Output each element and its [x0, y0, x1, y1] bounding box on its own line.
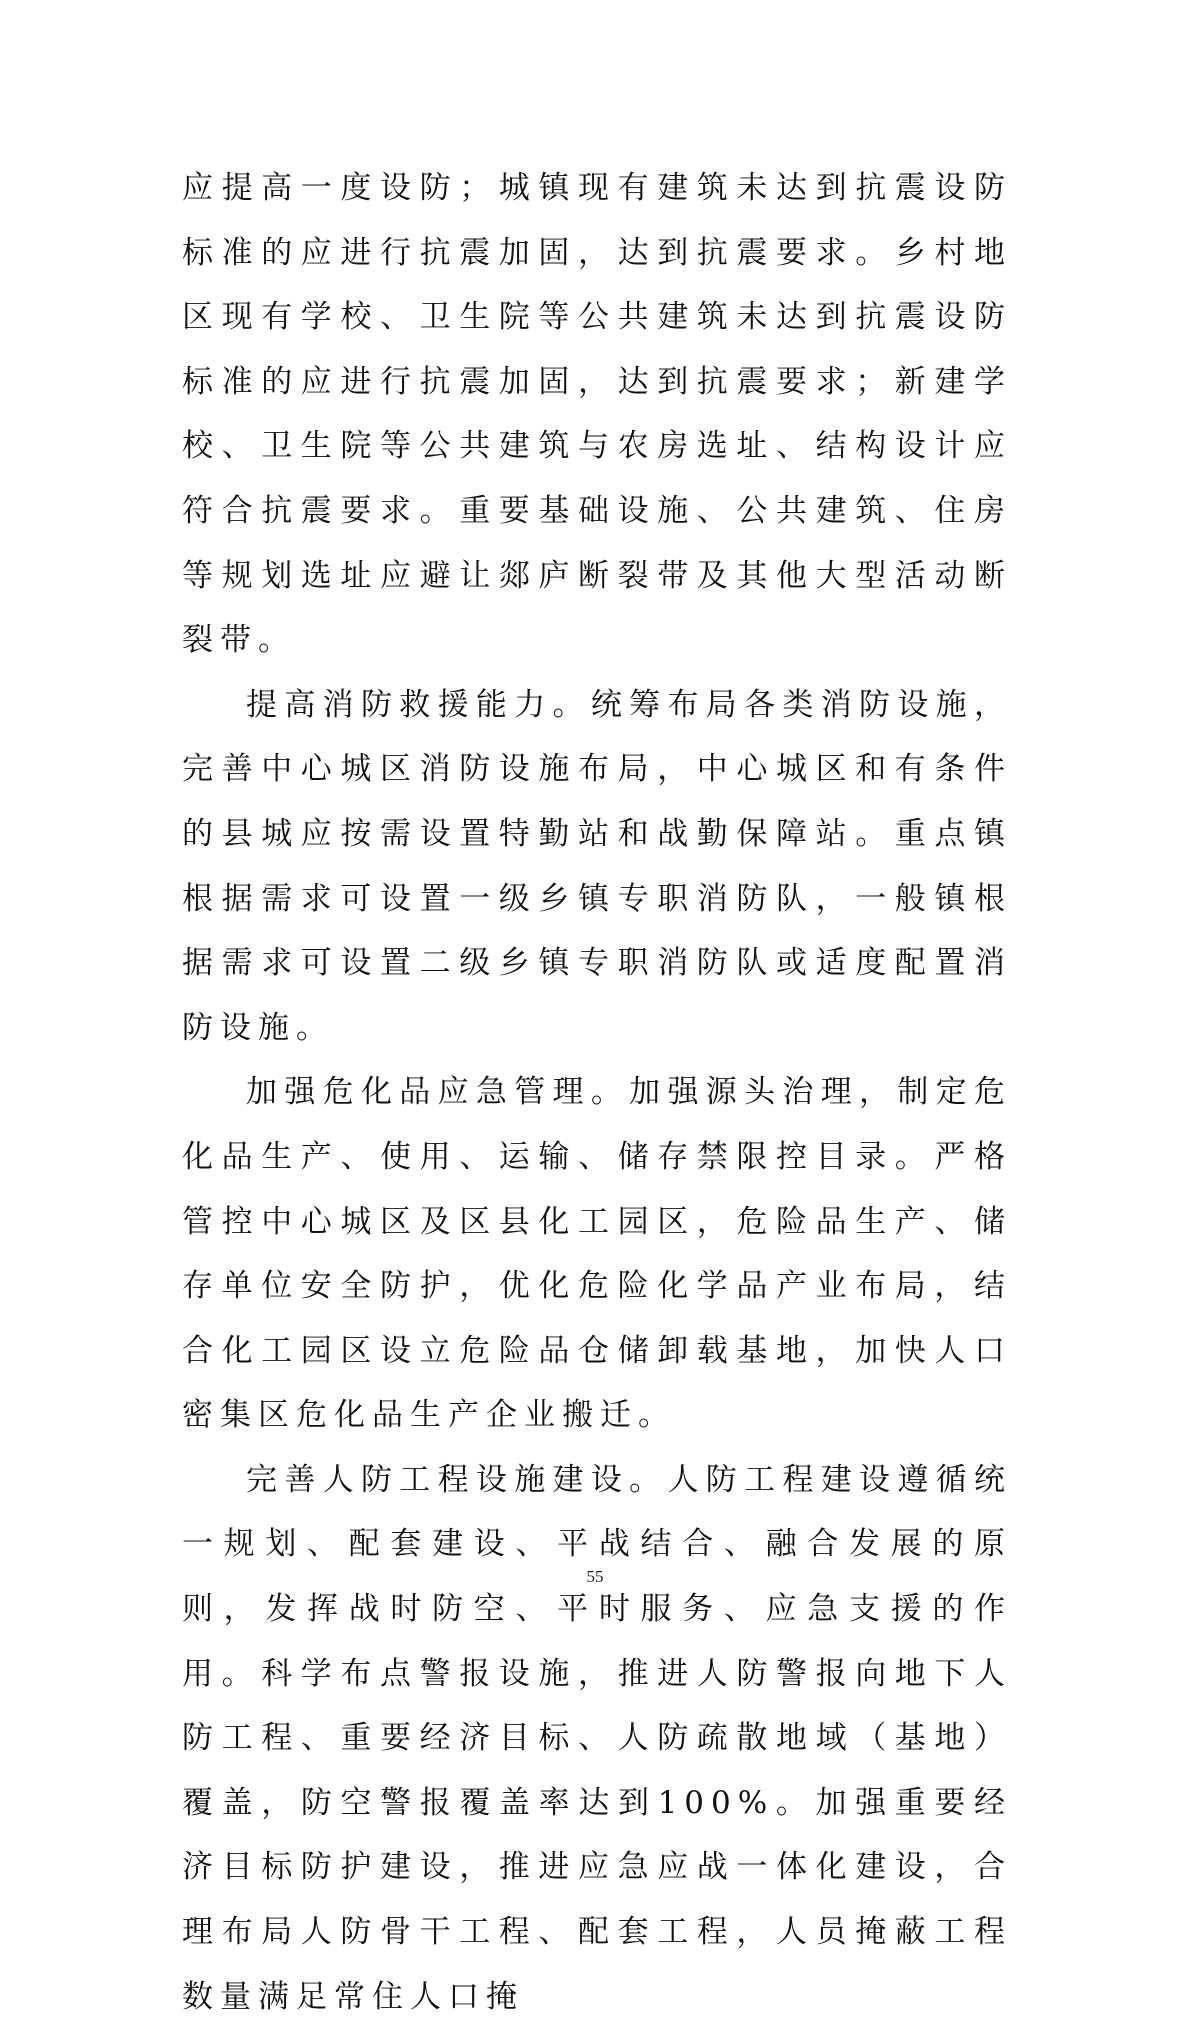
paragraph-fire-rescue: 提高消防救援能力。统筹布局各类消防设施，完善中心城区消防设施布局，中心城区和有条件的县城应按需设置特勤站和战勤保障站。重点镇根据需求可设置一级乡镇专职消防队，一般镇根据需求可设置二级乡镇专职消防队或适度配置消防设施。: [182, 686, 1012, 1046]
paragraph-civil-air-defense: 完善人防工程设施建设。人防工程建设遵循统一规划、配套建设、平战结合、融合发展的原则，发挥战时防空、平时服务、应急支援的作用。科学布点警报设施，推进人防警报向地下人防工程、重要经济目标、人防疏散地域（基地）覆盖，防空警报覆盖率达到100%。加强重要经济目标防护建设，推进应急应战一体化建设，合理布局人防骨干工程、配套工程，人员掩蔽工程数量满足常住人口掩: [182, 1461, 1012, 2015]
paragraph-seismic-continuation: 应提高一度设防；城镇现有建筑未达到抗震设防标准的应进行抗震加固，达到抗震要求。乡村地区现有学校、卫生院等公共建筑未达到抗震设防标准的应进行抗震加固，达到抗震要求；新建学校、卫生院等公共建筑与农房选址、结构设计应符合抗震要求。重要基础设施、公共建筑、住房等规划选址应避让郯庐断裂带及其他大型活动断裂带。: [182, 170, 1012, 659]
page-number: 55: [586, 1567, 604, 1586]
body-text: [182, 156, 1012, 2029]
paragraph-hazardous-chemicals: 加强危化品应急管理。加强源头治理，制定危化品生产、使用、运输、储存禁限控目录。严格管控中心城区及区县化工园区，危险品生产、储存单位安全防护，优化危险化学品产业布局，结合化工园区设立危险品仓储卸载基地，加快人口密集区危化品生产企业搬迁。: [182, 1074, 1012, 1434]
